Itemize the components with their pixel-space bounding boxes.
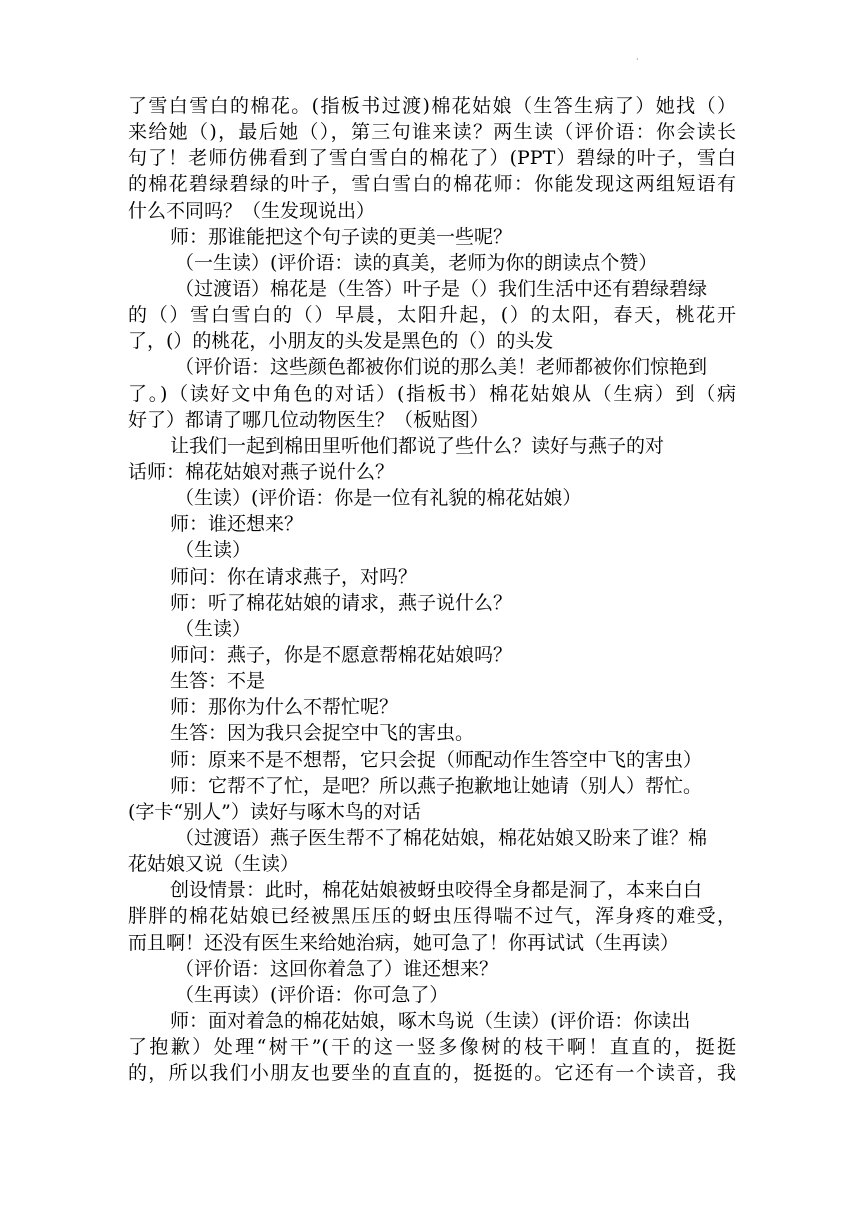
text-line: (字卡“别人”）读好与啄木鸟的对话 xyxy=(128,800,421,823)
text-line: 师问：燕子，你是不愿意帮棉花姑娘吗？ xyxy=(170,643,513,666)
text-line: 了抱歉）处理“树干”(干的这一竖多像树的枝干啊！直直的，挺挺 xyxy=(128,1036,736,1059)
text-line: 句了！老师仿佛看到了雪白雪白的棉花了）(PPT）碧绿的叶子，雪白 xyxy=(128,147,736,170)
text-line: （过渡语）棉花是（生答）叶子是（）我们生活中还有碧绿碧绿 xyxy=(175,277,708,300)
text-line: 胖胖的棉花姑娘已经被黑压压的蚜虫压得喘不过气，浑身疼的难受， xyxy=(128,905,736,928)
text-line: 师：听了棉花姑娘的请求，燕子说什么？ xyxy=(170,591,513,614)
text-line: （一生读）(评价语：读的真美，老师为你的朗读点个赞） xyxy=(175,251,658,274)
text-line: 师问：你在请求燕子，对吗？ xyxy=(170,565,418,588)
text-line: （评价语：这些颜色都被你们说的那么美！老师都被你们惊艳到 xyxy=(175,356,708,379)
text-line: 师：它帮不了忙，是吧？所以燕子抱歉地让她请（别人）帮忙。 xyxy=(170,774,703,797)
text-line: 而且啊！还没有医生来给她治病，她可急了！你再试试（生再读） xyxy=(128,931,680,954)
text-line: 师：那谁能把这个句子读的更美一些呢？ xyxy=(170,225,513,248)
text-line: （生读） xyxy=(175,539,252,562)
text-line: 创设情景：此时，棉花姑娘被蚜虫咬得全身都是洞了，本来白白 xyxy=(170,879,703,902)
text-line: 了雪白雪白的棉花。(指板书过渡)棉花姑娘（生答生病了）她找（） xyxy=(128,95,736,117)
text-line: 了，(）的桃花，小朋友的头发是黑色的（）的头发 xyxy=(128,330,554,353)
text-line: 让我们一起到棉田里听他们都说了些什么？读好与燕子的对 xyxy=(170,434,665,457)
text-line: 话师：棉花姑娘对燕子说什么？ xyxy=(128,460,395,483)
text-line: 生答：不是 xyxy=(170,670,266,693)
text-line: 师：面对着急的棉花姑娘，啄木鸟说（生读）(评价语：你读出 xyxy=(170,1009,691,1032)
text-line: 的棉花碧绿碧绿的叶子，雪白雪白的棉花师：你能发现这两组短语有 xyxy=(128,173,736,196)
text-line: 花姑娘又说（生读） xyxy=(128,853,300,876)
text-line: 来给她（)，最后她（），第三句谁来读？两生读（评价语：你会读长 xyxy=(128,121,736,144)
text-line: （生再读）(评价语：你可急了） xyxy=(175,983,449,1006)
text-line: 师：原来不是不想帮，它只会捉（师配动作生答空中飞的害虫） xyxy=(170,748,703,771)
header-mark: · xyxy=(636,55,639,64)
body-text xyxy=(128,93,736,1086)
text-line: （评价语：这回你着急了）谁还想来？ xyxy=(175,957,499,980)
text-line: 的，所以我们小朋友也要坐的直直的，挺挺的。它还有一个读音，我 xyxy=(128,1062,736,1085)
text-line: 生答：因为我只会捉空中飞的害虫。 xyxy=(170,722,475,745)
text-line: （过渡语）燕子医生帮不了棉花姑娘，棉花姑娘又盼来了谁？棉 xyxy=(175,826,708,849)
text-line: （生读）(评价语：你是一位有礼貌的棉花姑娘） xyxy=(175,487,582,510)
text-line: 的（）雪白雪白的（）早晨，太阳升起，(）的太阳，春天，桃花开 xyxy=(128,304,736,327)
text-line: 好了）都请了哪几位动物医生？（板贴图） xyxy=(128,408,490,431)
text-line: 什么不同吗？（生发现说出） xyxy=(128,199,376,222)
text-line: （生读） xyxy=(175,617,252,640)
text-line: 师：那你为什么不帮忙呢？ xyxy=(170,696,399,719)
text-line: 了。)（读好文中角色的对话）(指板书）棉花姑娘从（生病）到（病 xyxy=(128,382,736,405)
text-line: 师：谁还想来？ xyxy=(170,513,304,536)
